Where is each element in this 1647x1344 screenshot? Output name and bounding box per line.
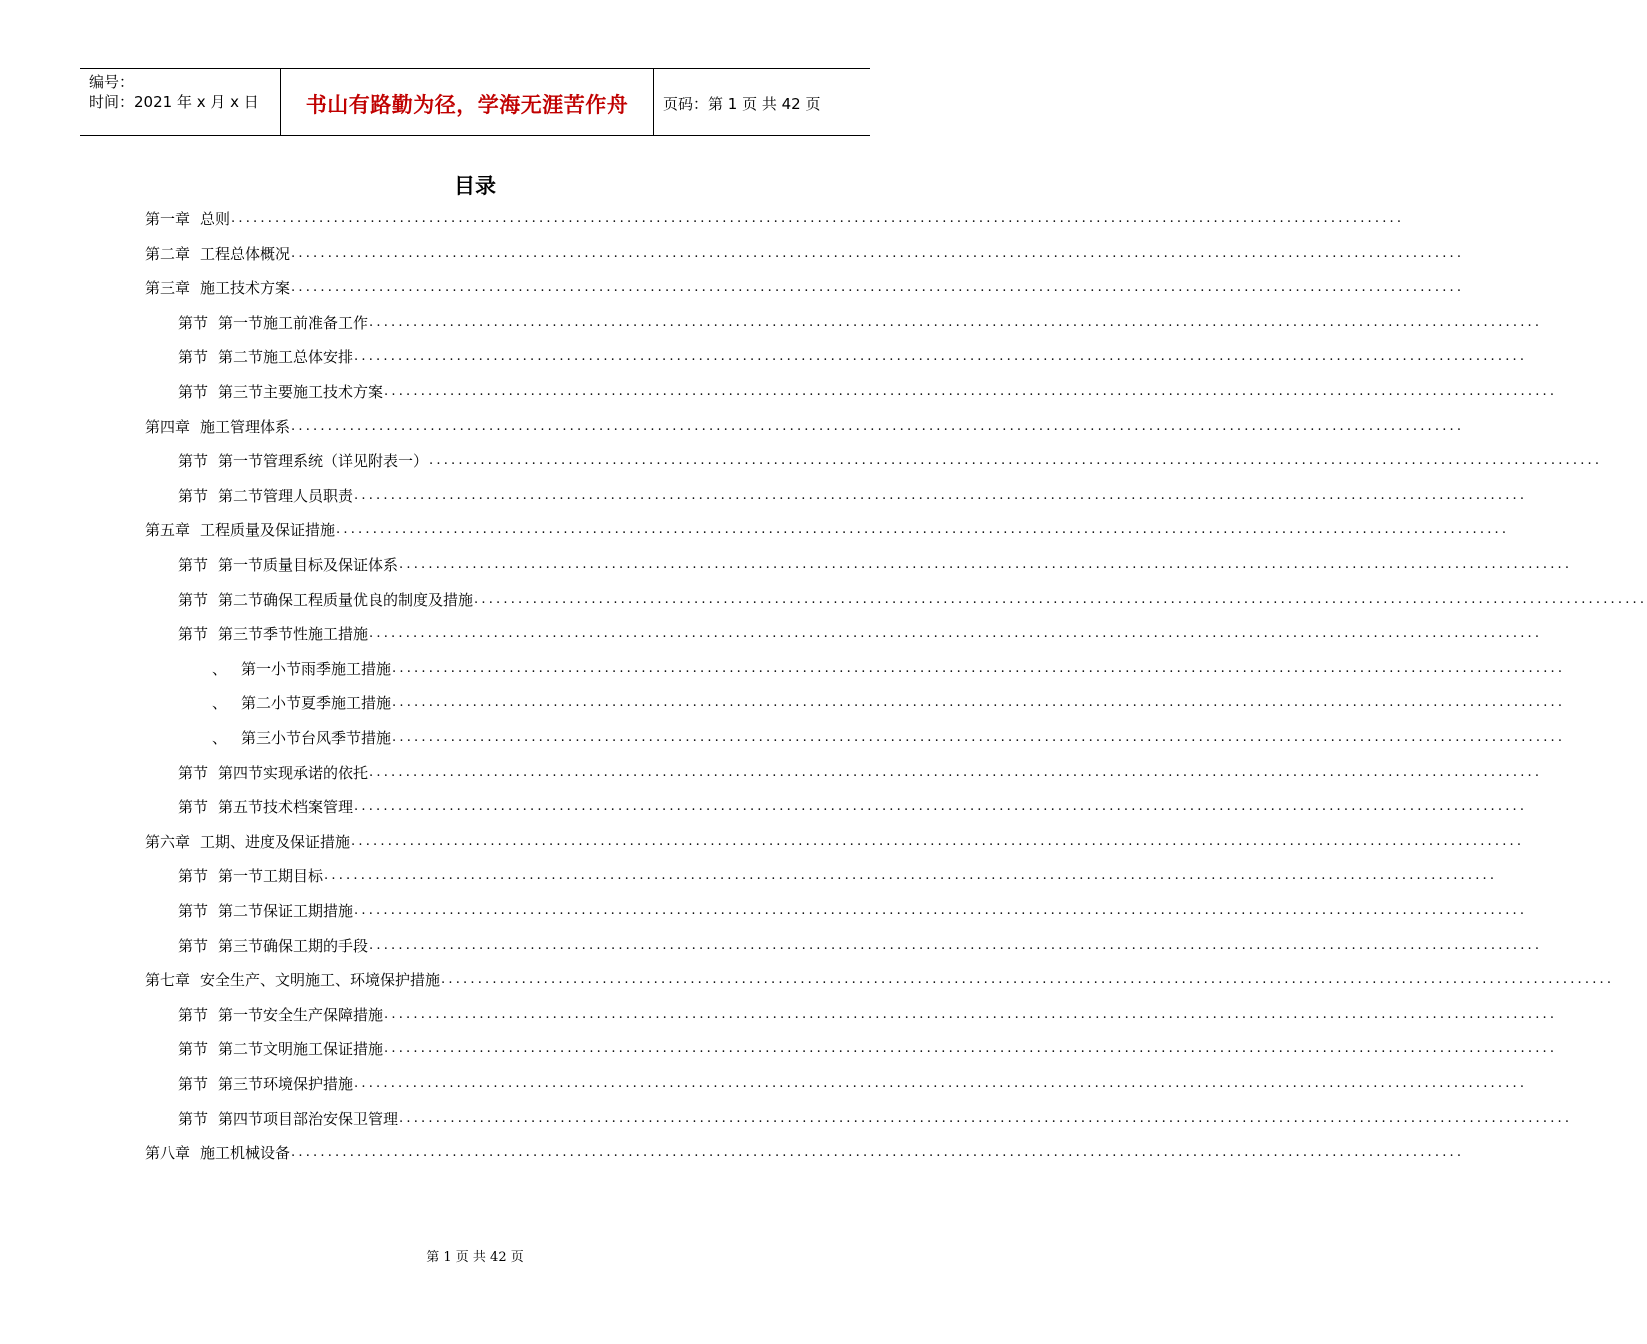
toc-leader-dots: ................................................................................................................................................................ xyxy=(354,349,1528,365)
toc-leader-dots: ................................................................................................................................................................ xyxy=(291,280,1465,296)
toc-entry-label xyxy=(178,1072,353,1096)
toc-leader-dots: ................................................................................................................................................................ xyxy=(441,972,1615,988)
toc-entry[interactable] xyxy=(178,899,1528,923)
toc-leader-dots: ................................................................................................................................................................ xyxy=(392,730,1566,745)
toc-entry-text: 施工机械设备 xyxy=(200,1144,291,1163)
toc-entry[interactable] xyxy=(178,795,1528,819)
toc-leader-dots: ................................................................................................................................................................ xyxy=(429,453,1603,469)
toc-entry-text: 第三节主要施工技术方案 xyxy=(218,383,384,401)
toc-entry-label xyxy=(178,311,368,335)
toc-entry-text: 第二节文明施工保证措施 xyxy=(218,1040,384,1059)
toc-entry-text: 第三节环境保护措施 xyxy=(218,1075,354,1093)
toc-entry-label xyxy=(178,553,398,577)
toc-leader-dots: ................................................................................................................................................................ xyxy=(399,557,1573,572)
toc-leader-dots: ................................................................................................................................................................ xyxy=(291,1145,1465,1161)
toc-leader-dots: ................................................................................................................................................................ xyxy=(392,695,1566,711)
toc-entry[interactable] xyxy=(178,588,1647,612)
toc-entry-label xyxy=(178,864,323,888)
toc-entry-text: 第一小节雨季施工措施 xyxy=(241,659,392,678)
toc-entry-prefix: 第节 xyxy=(178,486,209,505)
toc-entry-text: 工程总体概况 xyxy=(200,244,291,263)
toc-leader-dots: ................................................................................................................................................................ xyxy=(291,418,1465,434)
toc-entry-text: 第二节保证工期措施 xyxy=(218,902,354,920)
toc-leader-dots: ................................................................................................................................................................ xyxy=(354,903,1528,918)
toc-entry-label xyxy=(178,1107,398,1131)
toc-entry-text: 第四节实现承诺的依托 xyxy=(218,763,369,782)
toc-entry-label xyxy=(178,622,368,646)
toc-entry-text: 工程质量及保证措施 xyxy=(200,521,336,540)
toc-entry-prefix: 第节 xyxy=(178,1109,209,1128)
toc-entry-text: 第一节安全生产保障措施 xyxy=(218,1005,384,1024)
toc-entry[interactable] xyxy=(145,207,1405,231)
toc-entry[interactable] xyxy=(178,553,1573,577)
toc-entry-prefix: 第节 xyxy=(178,867,209,886)
toc-title: 目录 xyxy=(454,174,496,198)
toc-entry-label xyxy=(145,276,290,300)
toc-entry[interactable] xyxy=(178,311,1543,335)
page-footer: 第 1 页 共 42 页 xyxy=(426,1250,524,1265)
toc-entry-label xyxy=(145,1141,290,1165)
toc-entry-text: 施工技术方案 xyxy=(200,279,291,298)
toc-entry[interactable] xyxy=(145,415,1465,439)
toc-entry-text: 第五节技术档案管理 xyxy=(218,798,354,817)
toc-entry-prefix: 第节 xyxy=(178,590,209,609)
toc-entry-label xyxy=(212,691,391,715)
toc-leader-dots: ................................................................................................................................................................ xyxy=(392,660,1566,676)
toc-entry-label xyxy=(178,588,473,612)
toc-entry-text: 第二节施工总体安排 xyxy=(218,348,354,367)
toc-entry[interactable] xyxy=(178,380,1558,404)
toc-entry[interactable] xyxy=(145,1141,1465,1165)
toc-entry-prefix: 、 xyxy=(212,659,228,678)
toc-entry-label xyxy=(145,968,440,992)
toc-entry-text: 施工管理体系 xyxy=(200,417,291,436)
toc-entry-label xyxy=(145,207,230,231)
toc-entry-prefix: 第节 xyxy=(178,902,209,920)
toc-entry-label xyxy=(178,761,368,785)
toc-leader-dots: ................................................................................................................................................................ xyxy=(474,591,1647,607)
toc-entry-prefix: 第二章 xyxy=(145,244,191,263)
toc-entry[interactable] xyxy=(145,276,1465,300)
toc-entry-text: 总则 xyxy=(200,210,231,228)
toc-entry[interactable] xyxy=(145,830,1525,854)
header-meta xyxy=(80,69,281,135)
toc-leader-dots: ................................................................................................................................................................ xyxy=(369,626,1543,642)
toc-entry-prefix: 第节 xyxy=(178,1005,209,1024)
toc-entry-text: 第四节项目部治安保卫管理 xyxy=(218,1109,399,1128)
toc-entry[interactable] xyxy=(178,934,1543,958)
toc-leader-dots: ................................................................................................................................................................ xyxy=(354,1076,1528,1091)
toc-entry-label xyxy=(178,380,383,404)
toc-entry[interactable] xyxy=(178,864,1498,888)
toc-entry-label xyxy=(178,1037,383,1061)
document-number-label: 编号： xyxy=(89,73,135,91)
toc-entry-text: 第二节管理人员职责 xyxy=(218,486,354,505)
toc-leader-dots: ................................................................................................................................................................ xyxy=(231,211,1405,226)
toc-entry-prefix: 第节 xyxy=(178,348,209,367)
toc-leader-dots: ................................................................................................................................................................ xyxy=(369,764,1543,780)
toc-entry-text: 第三节确保工期的手段 xyxy=(218,936,369,955)
toc-entry-label xyxy=(178,449,428,473)
toc-entry[interactable] xyxy=(178,1003,1558,1027)
toc-entry-prefix: 第一章 xyxy=(145,210,191,228)
toc-entry-text: 第一节管理系统（详见附表一） xyxy=(218,452,429,471)
toc-entry-prefix: 第节 xyxy=(178,383,209,401)
toc-entry[interactable] xyxy=(178,449,1603,473)
toc-leader-dots: ................................................................................................................................................................ xyxy=(369,314,1543,330)
toc-entry[interactable] xyxy=(178,1072,1528,1096)
toc-leader-dots: ................................................................................................................................................................ xyxy=(369,937,1543,953)
toc-leader-dots: ................................................................................................................................................................ xyxy=(384,1006,1558,1022)
toc-entry-label xyxy=(145,415,290,439)
toc-entry[interactable] xyxy=(145,242,1465,266)
toc-entry-label xyxy=(145,242,290,266)
toc-entry[interactable] xyxy=(212,657,1566,681)
toc-entry[interactable] xyxy=(178,345,1528,369)
document-date: 时间：2021 年 x 月 x 日 xyxy=(89,93,259,111)
toc-entry-text: 第一节质量目标及保证体系 xyxy=(218,556,399,574)
toc-entry-text: 第一节施工前准备工作 xyxy=(218,313,369,332)
toc-leader-dots: ................................................................................................................................................................ xyxy=(324,868,1498,884)
toc-entry-prefix: 第节 xyxy=(178,1040,209,1059)
toc-entry-label xyxy=(178,899,353,923)
toc-entry-text: 第三小节台风季节措施 xyxy=(241,729,392,747)
toc-entry[interactable] xyxy=(145,968,1615,992)
toc-entry[interactable] xyxy=(178,1107,1573,1131)
toc-entry-prefix: 第节 xyxy=(178,798,209,817)
toc-entry-prefix: 第八章 xyxy=(145,1144,191,1163)
toc-entry-label xyxy=(178,934,368,958)
toc-entry-text: 安全生产、文明施工、环境保护措施 xyxy=(200,971,441,990)
toc-entry-label xyxy=(178,1003,383,1027)
toc-entry-prefix: 第节 xyxy=(178,1075,209,1093)
toc-leader-dots: ................................................................................................................................................................ xyxy=(384,1041,1558,1057)
toc-entry-text: 第二小节夏季施工措施 xyxy=(241,694,392,713)
toc-entry[interactable] xyxy=(178,1037,1558,1061)
toc-entry-prefix: 第节 xyxy=(178,313,209,332)
toc-leader-dots: ................................................................................................................................................................ xyxy=(354,487,1528,503)
header-motto: 书山有路勤为径，学海无涯苦作舟 xyxy=(281,69,654,135)
toc-entry[interactable] xyxy=(212,691,1566,715)
toc-entry-text: 工期、进度及保证措施 xyxy=(200,832,351,851)
toc-entry-prefix: 第五章 xyxy=(145,521,191,540)
toc-entry-prefix: 第三章 xyxy=(145,279,191,298)
toc-entry[interactable] xyxy=(145,518,1510,542)
toc-entry-prefix: 第节 xyxy=(178,936,209,955)
toc-entry-label xyxy=(178,345,353,369)
toc-entry-prefix: 第四章 xyxy=(145,417,191,436)
toc-leader-dots: ................................................................................................................................................................ xyxy=(384,384,1558,399)
toc-entry-text: 第一节工期目标 xyxy=(218,867,324,886)
toc-entry-label xyxy=(178,795,353,819)
toc-entry-label xyxy=(212,726,391,750)
toc-entry-label xyxy=(145,518,335,542)
toc-entry-prefix: 第节 xyxy=(178,763,209,782)
toc-leader-dots: ................................................................................................................................................................ xyxy=(336,522,1510,538)
document-header xyxy=(80,68,870,136)
toc-entry[interactable] xyxy=(178,622,1543,646)
toc-entry-prefix: 第六章 xyxy=(145,832,191,851)
toc-entry[interactable] xyxy=(212,726,1566,750)
toc-leader-dots: ................................................................................................................................................................ xyxy=(399,1110,1573,1126)
toc-leader-dots: ................................................................................................................................................................ xyxy=(291,245,1465,261)
toc-entry-text: 第二节确保工程质量优良的制度及措施 xyxy=(218,590,474,609)
toc-entry-prefix: 第节 xyxy=(178,556,209,574)
toc-entry-label xyxy=(178,484,353,508)
toc-entry[interactable] xyxy=(178,761,1543,785)
toc-entry[interactable] xyxy=(178,484,1528,508)
toc-entry-prefix: 第七章 xyxy=(145,971,191,990)
toc-entry-prefix: 、 xyxy=(212,694,228,713)
toc-leader-dots: ................................................................................................................................................................ xyxy=(351,833,1525,849)
toc-entry-label xyxy=(212,657,391,681)
toc-leader-dots: ................................................................................................................................................................ xyxy=(354,799,1528,815)
toc-entry-label xyxy=(145,830,350,854)
header-page-info: 页码：第 1 页 共 42 页 xyxy=(663,94,821,113)
toc-entry-prefix: 、 xyxy=(212,729,228,747)
toc-entry-prefix: 第节 xyxy=(178,625,209,644)
toc-entry-prefix: 第节 xyxy=(178,452,209,471)
toc-entry-text: 第三节季节性施工措施 xyxy=(218,625,369,644)
